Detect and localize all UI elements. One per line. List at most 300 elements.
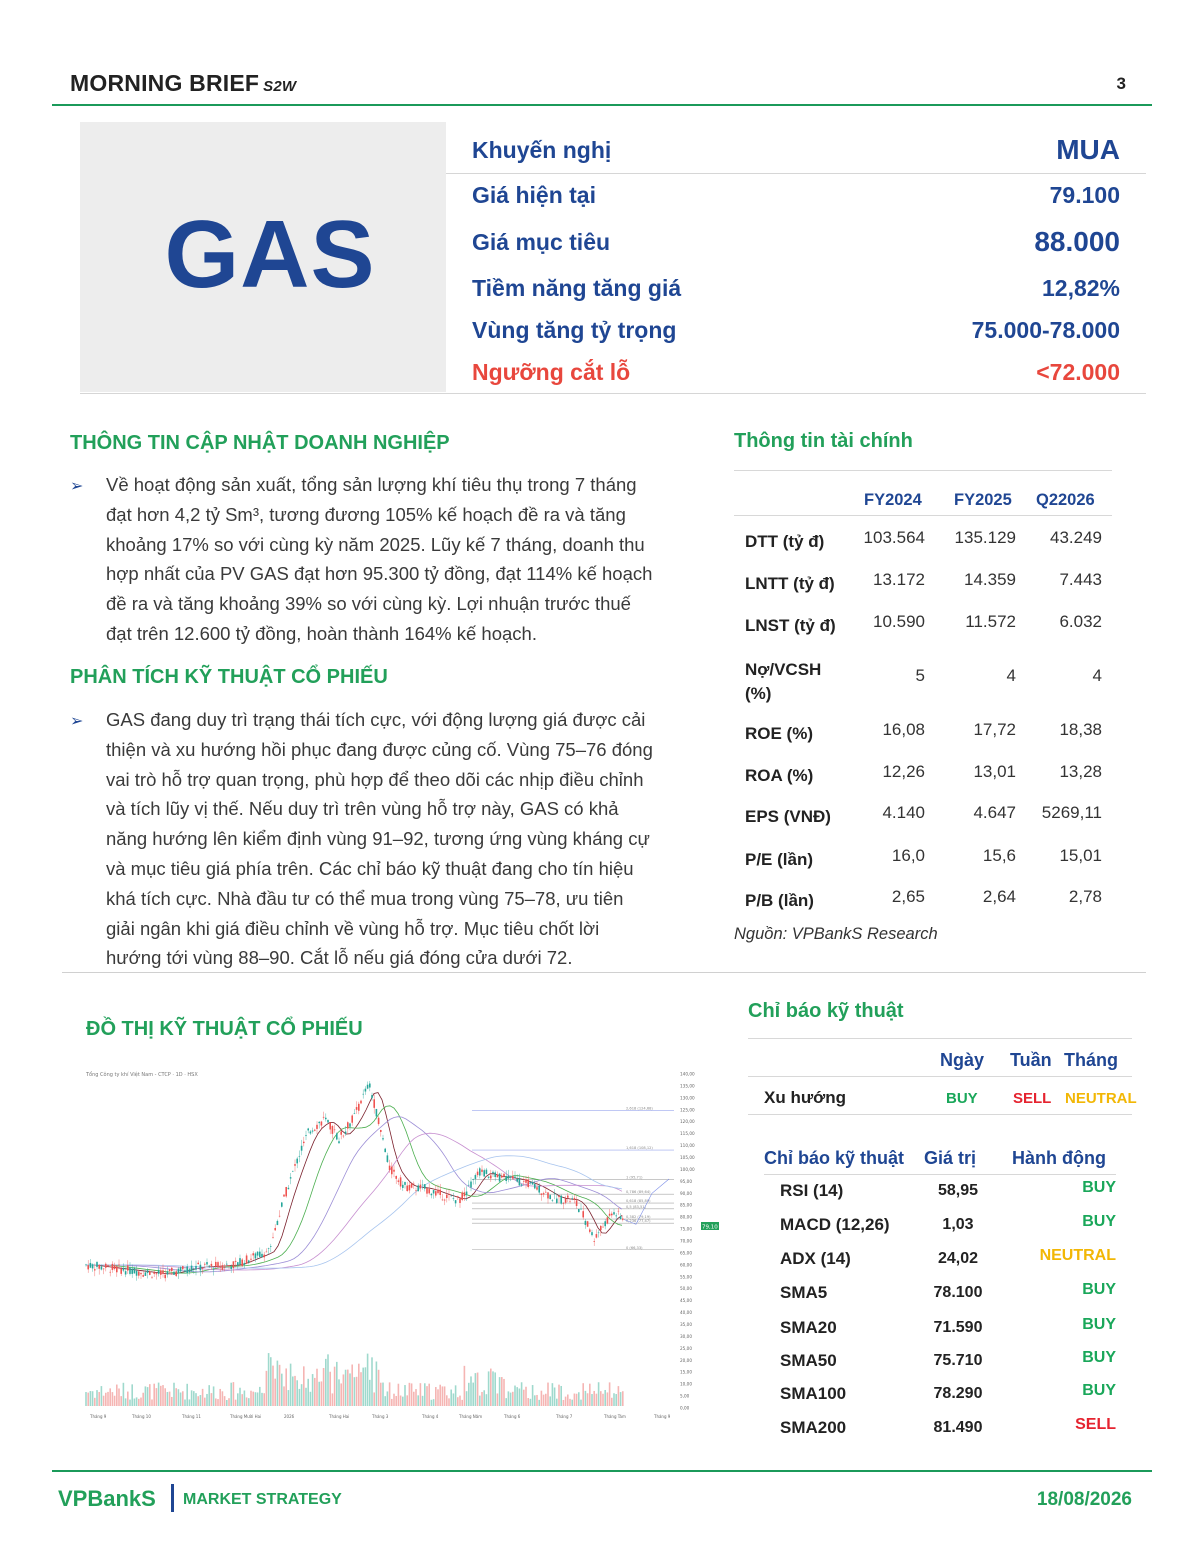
volume-bar: [534, 1395, 536, 1406]
candle-body: [87, 1265, 89, 1269]
fib-label: 1 (95,71): [626, 1175, 643, 1180]
candle-body: [142, 1275, 144, 1277]
candle-body: [283, 1195, 285, 1197]
fin-cell: 17,72: [973, 720, 1016, 739]
volume-bar: [519, 1388, 521, 1406]
bullet-arrow-icon: ➢: [70, 478, 84, 495]
volume-bar: [169, 1392, 171, 1406]
volume-bar: [437, 1389, 439, 1406]
volume-bar: [103, 1396, 105, 1406]
y-tick-label: 120,00: [680, 1119, 695, 1125]
volume-bar: [558, 1385, 560, 1406]
rec-bottom-divider: [80, 393, 1146, 394]
candle-body: [290, 1177, 292, 1178]
volume-bar: [492, 1371, 494, 1406]
fib-label: 1,618 (108,12): [626, 1146, 653, 1151]
volume-bar: [598, 1382, 600, 1406]
candle-body: [167, 1271, 169, 1274]
indicator-name: SMA5: [780, 1283, 828, 1302]
trend-week-value: SELL: [1013, 1090, 1052, 1107]
volume-bar: [444, 1386, 446, 1406]
volume-bar: [349, 1373, 351, 1406]
volume-bar: [543, 1395, 545, 1406]
candle-body: [505, 1176, 507, 1181]
candle-body: [382, 1138, 384, 1139]
candle-body: [263, 1255, 265, 1258]
volume-bar: [332, 1393, 334, 1406]
candle-body: [151, 1277, 153, 1278]
volume-bar: [336, 1362, 338, 1406]
indicator-name: SMA200: [780, 1418, 847, 1437]
volume-bar: [404, 1385, 406, 1406]
volume-bar: [290, 1364, 292, 1406]
volume-bar: [475, 1373, 477, 1406]
fib-label: 0,236 (77,47): [626, 1219, 651, 1224]
candle-body: [224, 1267, 226, 1268]
rec-label: Giá hiện tại: [472, 182, 596, 208]
volume-bar: [162, 1385, 164, 1406]
candle-body: [389, 1166, 391, 1170]
volume-bar: [270, 1357, 272, 1406]
candle-body: [461, 1192, 463, 1200]
volume-bar: [477, 1373, 479, 1406]
candle-body: [127, 1265, 129, 1270]
volume-bar: [591, 1394, 593, 1406]
fin-cell: 2,64: [982, 887, 1016, 906]
fin-row-label: P/E (lần): [745, 850, 814, 869]
volume-bar: [283, 1386, 285, 1406]
y-tick-label: 90,00: [680, 1190, 692, 1196]
indicator-action: SELL: [1075, 1416, 1116, 1433]
indicators-title: Chỉ báo kỹ thuật: [748, 1000, 904, 1022]
candle-body: [136, 1271, 138, 1276]
volume-bar: [439, 1385, 441, 1406]
candle-body: [543, 1193, 545, 1195]
candle-body: [422, 1185, 424, 1186]
indicator-name: SMA100: [780, 1384, 847, 1403]
x-tick-label: Tháng 9: [90, 1414, 107, 1419]
volume-bar: [206, 1394, 208, 1406]
x-tick-label: Tháng Tám: [604, 1414, 626, 1419]
volume-bar: [523, 1390, 525, 1406]
candle-body: [356, 1107, 358, 1110]
section-divider: [62, 972, 1146, 973]
y-tick-label: 95,00: [680, 1178, 692, 1184]
candle-body: [186, 1267, 188, 1273]
candle-body: [173, 1272, 175, 1275]
candle-body: [576, 1200, 578, 1206]
candle-body: [92, 1264, 94, 1268]
fib-label: 0,382 (79,19): [626, 1215, 651, 1220]
indicator-name: RSI (14): [780, 1181, 844, 1200]
candle-body: [189, 1269, 191, 1272]
bullet-arrow-icon: ➢: [70, 713, 84, 730]
volume-bar: [107, 1392, 109, 1406]
candle-body: [404, 1182, 406, 1185]
candle-body: [516, 1179, 518, 1182]
volume-bar: [378, 1370, 380, 1406]
candle-body: [472, 1179, 474, 1180]
volume-bar: [134, 1399, 136, 1406]
volume-bar: [512, 1392, 514, 1406]
volume-bar: [501, 1377, 503, 1406]
trend-header-month: Tháng: [1064, 1050, 1118, 1070]
y-tick-label: 0,00: [680, 1405, 690, 1411]
candle-body: [301, 1146, 303, 1151]
volume-bar: [266, 1371, 268, 1406]
volume-bar: [186, 1384, 188, 1406]
rec-value: <72.000: [1036, 359, 1120, 385]
candle-body: [560, 1196, 562, 1204]
candle-body: [479, 1168, 481, 1175]
candle-body: [415, 1190, 417, 1191]
volume-bar: [389, 1382, 391, 1406]
fin-cell: 11.572: [965, 612, 1016, 631]
volume-bar: [362, 1368, 364, 1406]
volume-bar: [114, 1396, 116, 1406]
volume-bar: [483, 1390, 485, 1406]
candle-body: [336, 1133, 338, 1139]
volume-bar: [314, 1378, 316, 1406]
rec-row-stop-loss: [472, 359, 1120, 386]
volume-bar: [215, 1398, 217, 1406]
volume-bar: [173, 1383, 175, 1406]
candle-body: [98, 1265, 100, 1269]
candle-body: [450, 1196, 452, 1197]
candle-body: [426, 1188, 428, 1194]
candle-body: [367, 1085, 369, 1089]
trend-month-value: NEUTRAL: [1065, 1090, 1137, 1107]
y-tick-label: 50,00: [680, 1286, 692, 1292]
volume-bar: [609, 1382, 611, 1406]
fin-cell: 13.172: [873, 570, 925, 589]
candle-body: [448, 1194, 450, 1195]
rec-row-upside: [472, 275, 1120, 302]
candle-body: [259, 1252, 261, 1257]
fib-label: 2,618 (124,68): [626, 1106, 653, 1111]
candle-body: [492, 1172, 494, 1173]
volume-bar: [189, 1399, 191, 1406]
candle-body: [178, 1269, 180, 1274]
candle-body: [468, 1185, 470, 1186]
candle-body: [162, 1270, 164, 1274]
candle-body: [323, 1117, 325, 1118]
y-tick-label: 35,00: [680, 1322, 692, 1327]
candle-body: [195, 1266, 197, 1270]
volume-bar: [211, 1393, 213, 1406]
candle-body: [204, 1264, 206, 1265]
volume-bar: [446, 1395, 448, 1406]
financial-header-divider: [734, 515, 1112, 516]
fin-cell: 15,01: [1059, 846, 1102, 865]
fin-row-label: LNST (tỷ đ): [745, 616, 836, 635]
candle-body: [200, 1265, 202, 1271]
volume-bar: [356, 1377, 358, 1406]
x-tick-label: Tháng 6: [504, 1414, 521, 1419]
volume-bar: [310, 1392, 312, 1406]
volume-bar: [327, 1354, 329, 1406]
volume-bar: [607, 1392, 609, 1406]
volume-bar: [301, 1384, 303, 1406]
volume-bar: [613, 1393, 615, 1406]
candle-body: [420, 1185, 422, 1189]
candle-body: [402, 1185, 404, 1188]
volume-bar: [521, 1382, 523, 1406]
volume-bar: [153, 1384, 155, 1406]
volume-bar: [292, 1376, 294, 1406]
y-tick-label: 140,00: [680, 1071, 695, 1077]
y-tick-label: 10,00: [680, 1381, 692, 1387]
x-tick-label: 2026: [284, 1414, 295, 1419]
fin-cell: 12,26: [882, 762, 925, 781]
candle-body: [523, 1181, 525, 1182]
volume-bar: [131, 1384, 133, 1406]
price-chart-svg: [84, 1066, 724, 1422]
candle-body: [475, 1175, 477, 1179]
volume-bar: [351, 1365, 353, 1406]
report-title: MORNING BRIEF S2W: [70, 70, 297, 96]
candle-body: [153, 1272, 155, 1274]
candle-body: [116, 1266, 118, 1272]
fin-cell: 135.129: [954, 528, 1016, 547]
candle-body: [182, 1266, 184, 1269]
volume-bar: [263, 1393, 265, 1406]
volume-bar: [589, 1384, 591, 1406]
fin-col-header: FY2025: [954, 491, 1012, 509]
y-tick-label: 70,00: [680, 1238, 692, 1244]
header-divider: [52, 104, 1152, 106]
fin-cell: 4: [1092, 666, 1102, 685]
candle-body: [131, 1269, 133, 1274]
volume-bar: [235, 1400, 237, 1406]
volume-bar: [596, 1394, 598, 1406]
candle-body: [147, 1270, 149, 1273]
y-tick-label: 110,00: [680, 1143, 695, 1149]
candle-body: [233, 1261, 235, 1268]
candle-body: [558, 1196, 560, 1197]
candle-body: [470, 1182, 472, 1188]
company-update-paragraph: Về hoạt động sản xuất, tổng sản lượng khí tiêu thụ trong 7 tháng đạt hơn 4,2 tỷ Sm³, tương đương 105% kế hoạch đề ra và tăng khoảng 17% so với cùng kỳ năm 2025. Lũy kế 7 tháng, doanh thu hợp nhất của PV GAS đạt hơn 95.300 tỷ đồng, đạt 114% kế hoạch đề ra và tăng khoảng 39% so với cùng kỳ. Lợi nhuận trước thuế đạt trên 12.600 tỷ đồng, hoàn thành 164% kế hoạch.: [106, 474, 653, 644]
rec-row-current-price: [472, 182, 1120, 209]
candle-body: [316, 1125, 318, 1129]
candle-body: [411, 1183, 413, 1187]
indicators-divider: [748, 1038, 1132, 1039]
candle-body: [343, 1136, 345, 1137]
volume-bar: [160, 1386, 162, 1406]
rec-label: Khuyến nghị: [472, 136, 612, 163]
volume-bar: [602, 1394, 604, 1406]
candle-body: [138, 1271, 140, 1275]
candle-body: [362, 1094, 364, 1095]
chart-section-title: ĐỒ THỊ KỸ THUẬT CỔ PHIẾU: [86, 1018, 363, 1040]
candle-body: [325, 1118, 327, 1119]
volume-bar: [367, 1354, 369, 1406]
volume-bar: [433, 1399, 435, 1406]
candle-body: [494, 1172, 496, 1177]
candle-body: [395, 1176, 397, 1179]
volume-bar: [257, 1392, 259, 1406]
candle-body: [96, 1262, 98, 1267]
fin-col-header: FY2024: [864, 491, 922, 509]
candle-body: [547, 1192, 549, 1198]
volume-bar: [527, 1398, 529, 1406]
rec-divider: [446, 173, 1146, 174]
indicator-value: 75.710: [933, 1352, 983, 1369]
volume-bar: [142, 1393, 144, 1406]
candle-body: [285, 1187, 287, 1196]
candle-body: [442, 1200, 444, 1201]
candle-body: [569, 1201, 571, 1202]
candle-body: [310, 1131, 312, 1133]
indicator-action: BUY: [1082, 1382, 1116, 1399]
candle-body: [314, 1130, 316, 1131]
footer-section: MARKET STRATEGY: [183, 1491, 342, 1508]
candle-body: [563, 1203, 565, 1204]
indicator-value: 1,03: [942, 1216, 974, 1233]
indicator-name: SMA20: [780, 1318, 837, 1337]
candle-body: [213, 1269, 215, 1270]
fin-cell: 10.590: [873, 612, 925, 631]
volume-bar: [323, 1368, 325, 1406]
candle-body: [321, 1122, 323, 1126]
candle-body: [444, 1200, 446, 1201]
volume-bar: [536, 1395, 538, 1406]
volume-bar: [563, 1400, 565, 1406]
candle-body: [567, 1196, 569, 1198]
volume-bar: [204, 1398, 206, 1406]
candle-body: [615, 1215, 617, 1216]
candle-body: [338, 1141, 340, 1143]
fin-cell: 16,08: [882, 720, 925, 739]
indicator-action: BUY: [1082, 1316, 1116, 1333]
volume-bar: [307, 1379, 309, 1406]
fin-cell: 2,78: [1068, 887, 1102, 906]
fin-cell: 103.564: [863, 528, 925, 547]
candle-body: [369, 1084, 371, 1088]
footer-brand: VPBankS: [58, 1486, 156, 1511]
volume-bar: [125, 1398, 127, 1406]
volume-bar: [530, 1399, 532, 1406]
volume-bar: [585, 1391, 587, 1406]
candle-body: [371, 1095, 373, 1098]
footer-divider: [52, 1470, 1152, 1472]
candle-body: [248, 1260, 250, 1262]
volume-bar: [228, 1398, 230, 1406]
volume-bar: [442, 1386, 444, 1406]
volume-bar: [224, 1396, 226, 1406]
technical-chart: [84, 1066, 724, 1422]
volume-bar: [255, 1392, 257, 1406]
volume-bar: [615, 1394, 617, 1406]
candle-body: [244, 1263, 246, 1265]
candle-body: [477, 1172, 479, 1175]
volume-bar: [261, 1393, 263, 1406]
volume-bar: [514, 1386, 516, 1406]
fin-cell: 43.249: [1050, 528, 1102, 547]
volume-bar: [472, 1383, 474, 1406]
volume-bar: [171, 1397, 173, 1406]
company-update-title: THÔNG TIN CẬP NHẬT DOANH NGHIỆP: [70, 432, 450, 454]
candle-body: [380, 1130, 382, 1132]
candle-body: [268, 1248, 270, 1249]
volume-bar: [226, 1400, 228, 1406]
indicator-value: 71.590: [933, 1319, 983, 1336]
volume-bar: [87, 1393, 89, 1406]
candle-body: [277, 1221, 279, 1225]
indicator-action: NEUTRAL: [1039, 1247, 1116, 1264]
candle-body: [219, 1267, 221, 1268]
volume-bar: [402, 1397, 404, 1406]
report-subtitle: S2W: [263, 78, 297, 95]
candle-body: [250, 1259, 252, 1260]
fin-cell: 4: [1006, 666, 1016, 685]
candle-body: [235, 1261, 237, 1262]
volume-bar: [571, 1400, 573, 1406]
volume-bar: [219, 1389, 221, 1406]
candle-body: [228, 1265, 230, 1266]
volume-bar: [503, 1379, 505, 1406]
candle-body: [378, 1118, 380, 1124]
candle-body: [334, 1130, 336, 1131]
volume-bar: [369, 1380, 371, 1406]
candle-body: [593, 1241, 595, 1242]
volume-bar: [343, 1374, 345, 1406]
candle-body: [620, 1216, 622, 1219]
candle-body: [354, 1113, 356, 1114]
rec-value: 88.000: [1034, 226, 1120, 257]
volume-bar: [565, 1397, 567, 1406]
fin-cell: 13,28: [1059, 762, 1102, 781]
volume-bar: [248, 1398, 250, 1406]
technical-analysis-paragraph: GAS đang duy trì trạng thái tích cực, với động lượng giá được cải thiện và xu hướng hồi phục đang được củng cố. Vùng 75–76 đóng vai trò hỗ trợ quan trọng, phù hợp để theo dõi các nhịp điều chỉnh và tích lũy vị thế. Nếu duy trì trên vùng hỗ trợ này, GAS có khả năng hướng lên kiểm định vùng 91–92, tương ứng vùng kháng cự và mục tiêu giá phía trên. Các chỉ báo kỹ thuật đang cho tín hiệu khá tích cực. Nhà đầu tư có thể mua trong vùng 75–78, ưu tiên giải ngân khi giá điều chỉnh về vùng hỗ trợ. Mục tiêu chốt lời hướng tới vùng 88–90. Cắt lỗ nếu giá đóng cửa dưới 72.: [106, 709, 653, 969]
volume-bar: [593, 1391, 595, 1406]
fin-cell: 6.032: [1059, 612, 1102, 631]
fin-cell: 18,38: [1059, 720, 1102, 739]
ind-header-name: Chỉ báo kỹ thuật: [764, 1148, 905, 1168]
candle-body: [140, 1273, 142, 1274]
volume-bar: [393, 1394, 395, 1406]
candle-body: [211, 1264, 213, 1266]
y-tick-label: 100,00: [680, 1166, 695, 1172]
candle-body: [446, 1195, 448, 1198]
candle-body: [455, 1200, 457, 1203]
volume-bar: [455, 1385, 457, 1406]
volume-bar: [191, 1390, 193, 1406]
volume-bar: [576, 1394, 578, 1406]
volume-bar: [354, 1377, 356, 1406]
volume-bar: [510, 1393, 512, 1406]
volume-bar: [448, 1398, 450, 1406]
volume-bar: [481, 1392, 483, 1406]
x-tick-label: Tháng 3: [372, 1414, 389, 1419]
candle-body: [481, 1170, 483, 1172]
volume-bar: [288, 1390, 290, 1406]
volume-bar: [569, 1399, 571, 1406]
volume-bar: [468, 1383, 470, 1406]
candle-body: [107, 1265, 109, 1266]
volume-bar: [508, 1391, 510, 1406]
candle-body: [85, 1265, 87, 1266]
volume-bar: [360, 1372, 362, 1406]
volume-bar: [622, 1391, 624, 1406]
volume-bar: [94, 1398, 96, 1406]
candle-body: [428, 1189, 430, 1193]
candle-body: [288, 1188, 290, 1189]
volume-bar: [340, 1383, 342, 1406]
volume-bar: [274, 1379, 276, 1406]
volume-bar: [420, 1383, 422, 1406]
candle-body: [398, 1180, 400, 1181]
